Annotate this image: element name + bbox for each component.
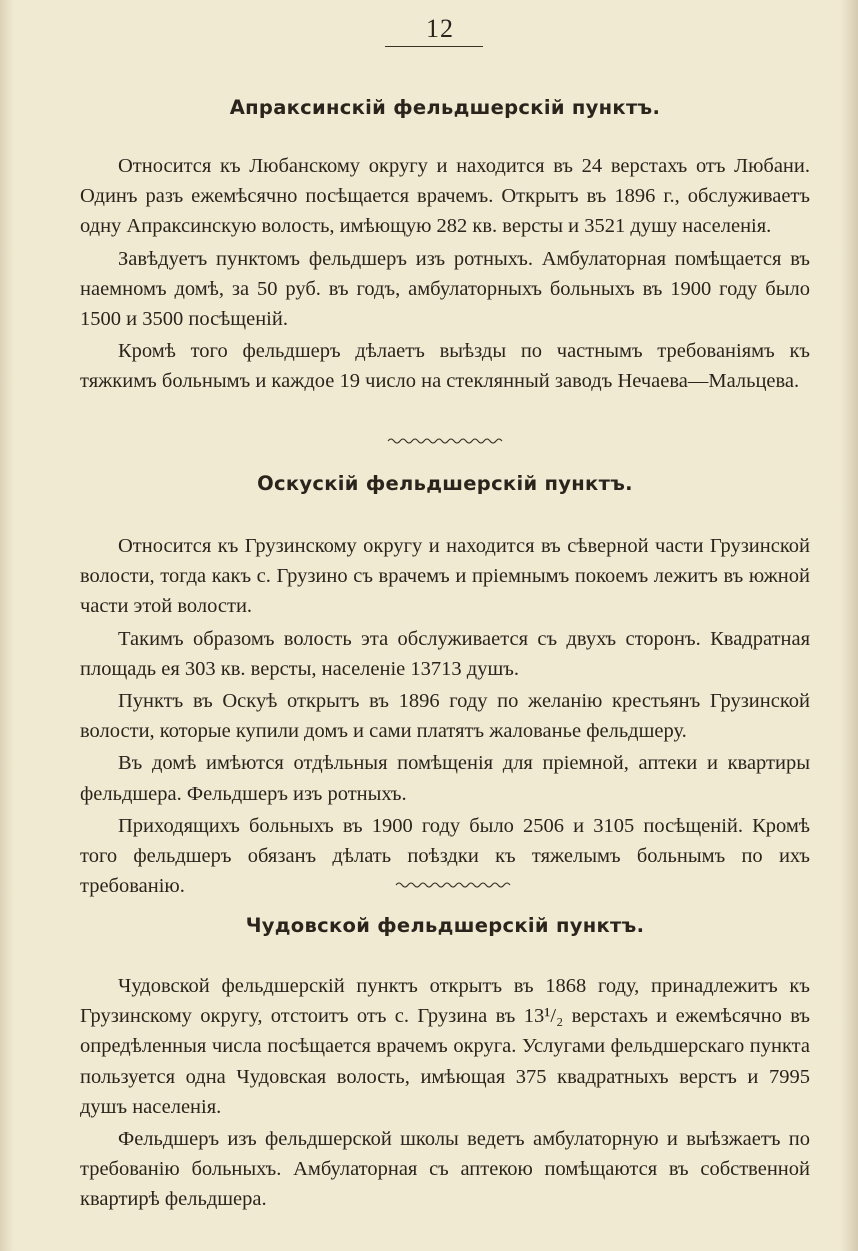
section-oskuy — [80, 472, 810, 903]
section-heading: Апраксинскій фельдшерскій пунктъ. — [229, 96, 661, 119]
paragraph: Относится къ Любанскому округу и находится въ 24 верстахъ отъ Любани. Одинъ разъ ежемѣсячно посѣщается врачемъ. Открытъ въ 1896 г., обслуживаетъ одну Апраксинскую волость, имѣющую 282 кв. версты и 3521 душу населенія. — [80, 155, 810, 238]
page-shadow-left — [0, 0, 14, 1251]
section-divider-ornament — [394, 880, 514, 890]
paragraph: Чудовской фельдшерскій пунктъ открытъ въ 1868 году, принадлежитъ къ Грузинскому округу, отстоитъ отъ с. Грузина въ 13¹/₂ верстахъ и ежемѣсячно въ опредѣленныя числа посѣщается врачемъ округа. Услугами фельдшерскаго пункта пользуется одна Чудовская волость, имѣющая 375 квадратныхъ верстъ и 7995 душъ населенія. — [80, 975, 810, 1118]
page-number: 12 — [426, 14, 454, 43]
section-heading: Оскускій фельдшерскій пунктъ. — [257, 472, 633, 495]
section-apraksin — [80, 96, 810, 399]
section-chudovo — [80, 914, 810, 1217]
section-divider-ornament — [386, 436, 506, 446]
paragraph: Кромѣ того фельдшеръ дѣлаетъ выѣзды по частнымъ требованіямъ къ тяжкимъ больнымъ и каждое 19 число на стеклянный заводъ Нечаева—Мальцева. — [80, 340, 810, 393]
paragraph: Относится къ Грузинскому округу и находится въ сѣверной части Грузинской волости, тогда какъ с. Грузино съ врачемъ и пріемнымъ покоемъ лежитъ въ южной части этой волости. — [80, 535, 810, 618]
paragraph: Фельдшеръ изъ фельдшерской школы ведетъ амбулаторную и выѣзжаетъ по требованію больныхъ. Амбулаторная съ аптекою помѣщаются въ собственной квартирѣ фельдшера. — [80, 1128, 810, 1211]
header-rule — [385, 46, 483, 47]
page-shadow-right — [840, 0, 858, 1251]
paragraph: Завѣдуетъ пунктомъ фельдшеръ изъ ротныхъ. Амбулаторная помѣщается въ наемномъ домѣ, за 50 руб. въ годъ, амбулаторныхъ больныхъ въ 1900 году было 1500 и 3500 посѣщеній. — [80, 247, 810, 331]
paragraph: Приходящихъ больныхъ въ 1900 году было 2506 и 3105 посѣщеній. Кромѣ того фельдшеръ обязанъ дѣлать поѣздки къ тяжелымъ больнымъ по ихъ требованію. — [80, 814, 810, 898]
paragraph: Въ домѣ имѣются отдѣльныя помѣщенія для пріемной, аптеки и квартиры фельдшера. Фельдшеръ изъ ротныхъ. — [80, 752, 810, 805]
paragraph: Пунктъ въ Оскуѣ открытъ въ 1896 году по желанію крестьянъ Грузинской волости, которые купили домъ и сами платятъ жалованье фельдшеру. — [80, 690, 810, 743]
paragraph: Такимъ образомъ волость эта обслуживается съ двухъ сторонъ. Квадратная площадь ея 303 кв. версты, населеніе 13713 душъ. — [80, 627, 810, 680]
section-heading: Чудовской фельдшерскій пунктъ. — [245, 914, 645, 937]
